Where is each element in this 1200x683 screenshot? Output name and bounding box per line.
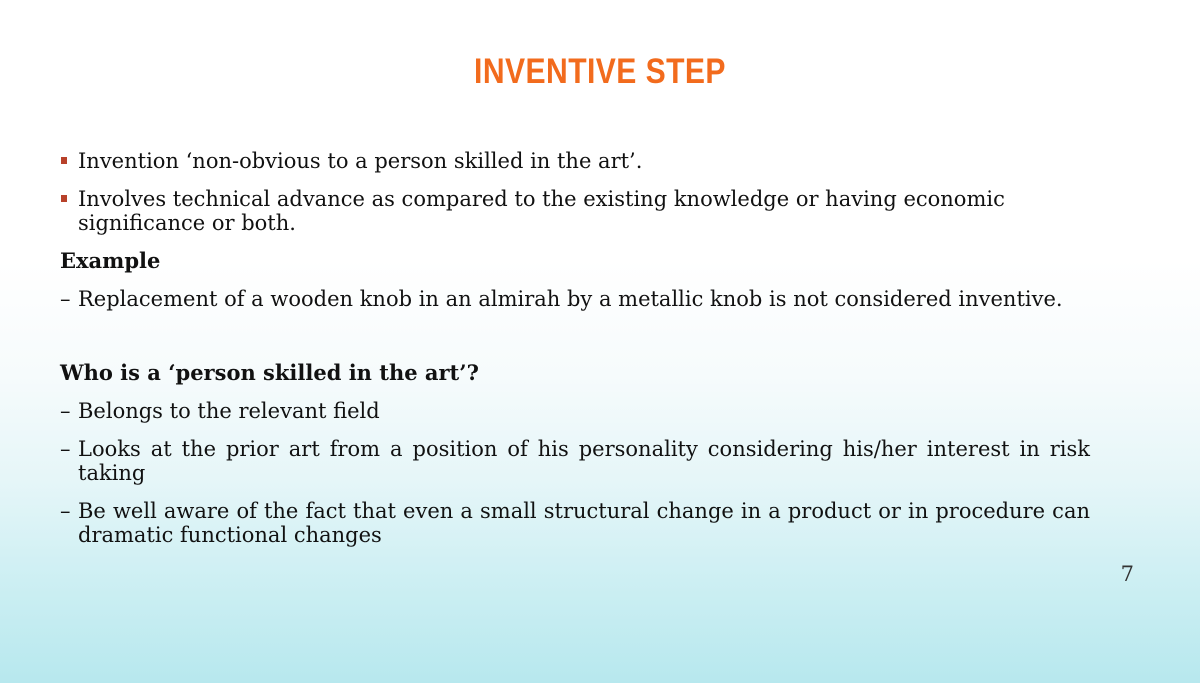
question-item (60, 437, 1090, 485)
bullet-item (60, 187, 1090, 235)
question-heading: Who is a ‘person skilled in the art’? (60, 360, 479, 385)
square-bullet-icon (61, 195, 67, 202)
bullet-text: Invention ‘non-obvious to a person skilled in the art’. (78, 149, 643, 173)
square-bullet-icon (61, 157, 67, 164)
dash-icon: – (60, 437, 71, 461)
bullet-text: Involves technical advance as compared to the existing knowledge or having economic significance or both. (78, 187, 1005, 235)
spacer (60, 325, 1090, 361)
slide-title: INVENTIVE STEP (474, 52, 726, 91)
example-item (60, 287, 1090, 311)
example-item-text: Replacement of a wooden knob in an almirah by a metallic knob is not considered inventive. (78, 287, 1063, 311)
example-heading: Example (60, 248, 161, 273)
question-item (60, 499, 1090, 547)
question-item-text: Looks at the prior art from a position of his personality considering his/her interest in risk taking (78, 437, 1090, 485)
page-number: 7 (1120, 562, 1134, 586)
dash-icon: – (60, 499, 71, 523)
question-item (60, 399, 1090, 423)
slide-content (60, 149, 1090, 561)
question-item-text: Belongs to the relevant field (78, 399, 380, 423)
question-item-text: Be well aware of the fact that even a small structural change in a product or in procedure can dramatic functional changes (78, 499, 1090, 547)
dash-icon: – (60, 287, 71, 311)
dash-icon: – (60, 399, 71, 423)
bullet-item (60, 149, 1090, 173)
